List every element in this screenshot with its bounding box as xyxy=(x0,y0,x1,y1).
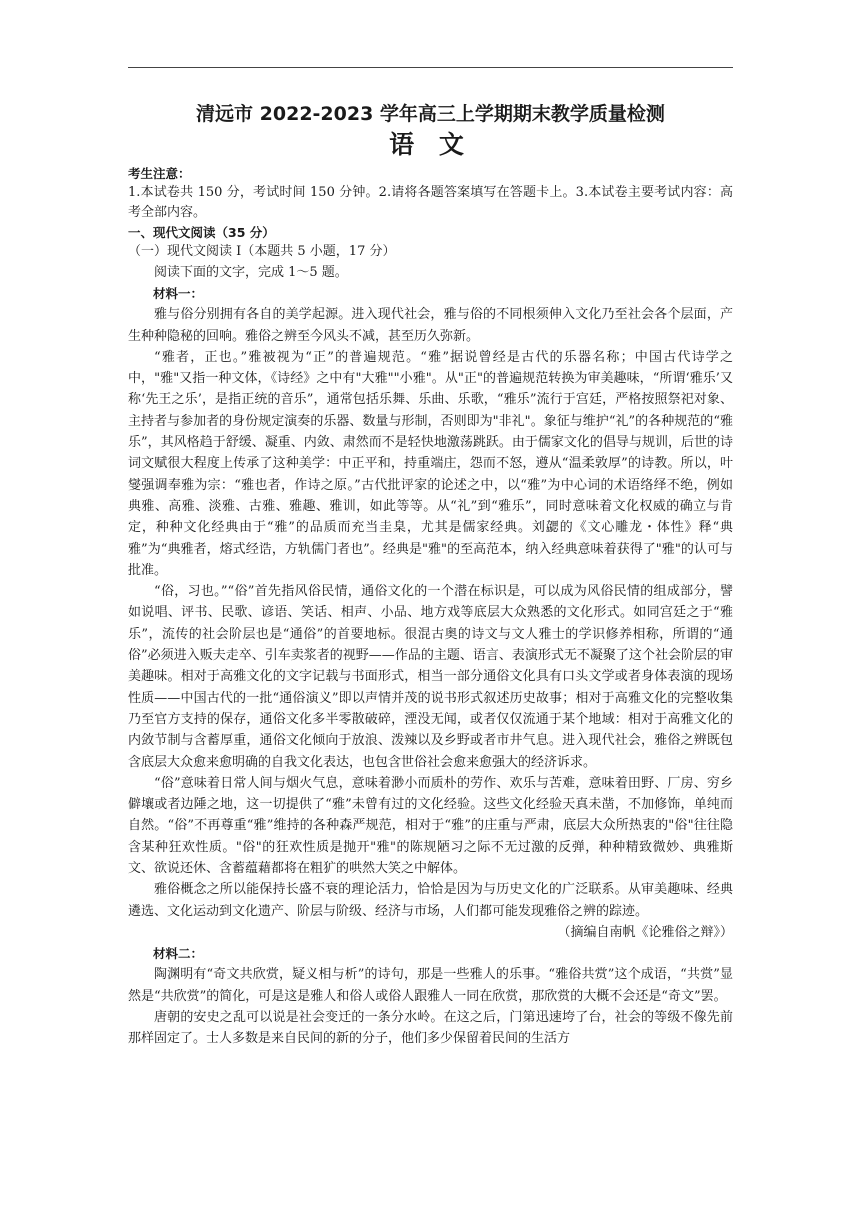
material-2-label: 材料二： xyxy=(153,946,204,962)
material-1-paragraph: 雅与俗分别拥有各自的美学起源。进入现代社会，雅与俗的不同根须伸入文化乃至社会各个层面，产生种种隐秘的回响。雅俗之辨至今风头不减，甚至历久弥新。 xyxy=(128,307,733,344)
material-2-paragraph: 陶渊明有“奇文共欣赏，疑义相与析”的诗句，那是一些雅人的乐事。“雅俗共赏”这个成语，“共赏”显然是“共欣赏”的简化，可是这是雅人和俗人或俗人跟雅人一同在欣赏，那欣赏的大概不会还是“奇文”罢。 xyxy=(128,967,733,1004)
subject-title: 语 文 xyxy=(389,130,472,159)
notice-heading: 考生注意： xyxy=(128,166,191,181)
notice-text: 1.本试卷共 150 分，考试时间 150 分钟。2.请将各题答案填写在答题卡上。3.本试卷主要考试内容：高考全部内容。 xyxy=(128,185,733,220)
material-1-paragraph: “俗，习也。”“俗”首先指风俗民情，通俗文化的一个潜在标识是，可以成为风俗民情的组成部分，譬如说唱、评书、民歌、谚语、笑话、相声、小品、地方戏等底层大众熟悉的文化形式。如同宫廷之于“雅乐”，流传的社会阶层也是“通俗”的首要地标。很混古奥的诗文与文人雅士的学识修养相称，所谓的“通俗”必须进入贩夫走卒、引车卖浆者的视野——作品的主题、语言、表演形式无不凝聚了这个社会阶层的审美趣味。相对于高雅文化的文字记载与书面形式，相当一部分通俗文化具有口头文学或者身体表演的现场性质——中国古代的一批“通俗演义”即以声情并茂的说书形式叙述历史故事；相对于高雅文化的完整收集乃至官方支持的保存，通俗文化多半零散破碎，湮没无闻，或者仅仅流通于某个地域：相对于高雅文化的内敛节制与含蓄厚重，通俗文化倾向于放浪、泼辣以及乡野或者市井气息。进入现代社会，雅俗之辨既包含底层大众愈来愈明确的自我文化表达，也包含世俗社会愈来愈强大的经济诉求。 xyxy=(128,584,733,770)
material-2-paragraph: 唐朝的安史之乱可以说是社会变迁的一条分水岭。在这之后，门第迅速垮了台，社会的等级不像先前那样固定了。士人多数是来自民间的新的分子，他们多少保留着民间的生活方 xyxy=(128,1009,733,1047)
header-rule xyxy=(128,67,733,68)
material-1-paragraph: 雅俗概念之所以能保持长盛不衰的理论活力，恰恰是因为与历史文化的广泛联系。从审美趣味、经典遴选、文化运动到文化遗产、阶层与阶级、经济与市场，人们都可能发现雅俗之辨的踪迹。 xyxy=(128,882,733,919)
material-1-paragraph: “俗”意味着日常人间与烟火气息，意味着渺小而质朴的劳作、欢乐与苦难，意味着田野、厂房、穷乡僻壤或者边陲之地，这一切提供了“雅”未曾有过的文化经验。这些文化经验天真未凿，不加修饰，单纯而自然。“俗”不再尊重“雅”维持的各种森严规范，相对于“雅”的庄重与严肃，底层大众所热衷的"俗"往往隐含某种狂欢性质。"俗"的狂欢性质是抛开"雅"的陈规陋习之际不无过激的反弹，种种精致微妙、典雅斯文、欲说还休、含蓄蕴藉都将在粗犷的哄然大笑之中解体。 xyxy=(128,775,733,877)
material-1-paragraph: “雅者，正也。”雅被视为“正”的普遍规范。“雅”据说曾经是古代的乐器名称；中国古代诗学之中，"雅"又指一种文体，《诗经》之中有"大雅""小雅"。从"正"的普遍规范转换为审美趣味，“所谓‘雅乐’又称‘先王之乐’，是指正统的音乐”，通常包括乐舞、乐曲、乐歌，“雅乐”流行于宫廷，严格按照祭祀对象、主持者与参加者的身份规定演奏的乐器、数量与形制，否则即为"非礼"。象征与维护“礼”的各种规范的“雅乐”，其风格趋于舒缓、凝重、内敛、肃然而不是轻快地激荡跳跃。由于儒家文化的倡导与规训，后世的诗词文赋很大程度上传承了这种美学：中正平和，持重端庄，怨而不怒，遵从“温柔敦厚”的诗教。所以，叶燮强调奉雅为宗：“雅也者，作诗之原。”古代批评家的论述之中，以“雅”为中心词的术语络绎不绝，例如典雅、高雅、淡雅、古雅、雅趣、雅训，如此等等。从“礼”到“雅乐”，同时意味着文化权威的确立与肯定，种种文化经典由于“雅”的品质而充当圭臬，尤其是儒家经典。刘勰的《文心雕龙・体性》释“典雅”为“典雅者，熔式经诰，方轨儒门者也”。经典是"雅"的至高范本，纳入经典意味着获得了"雅"的认可与批准。 xyxy=(128,349,733,578)
material-1-source: （摘编自南帆《论雅俗之辩》） xyxy=(557,924,733,940)
exam-page xyxy=(128,100,733,1049)
subsection-heading: （一）现代文阅读 I（本题共 5 小题，17 分） xyxy=(128,244,396,259)
section-heading: 一、现代文阅读（35 分） xyxy=(128,225,275,240)
exam-title: 清远市 2022-2023 学年高三上学期期末教学质量检测 xyxy=(196,103,665,125)
reading-instruction: 阅读下面的文字，完成 1～5 题。 xyxy=(154,265,348,280)
material-1-label: 材料一： xyxy=(153,286,204,302)
